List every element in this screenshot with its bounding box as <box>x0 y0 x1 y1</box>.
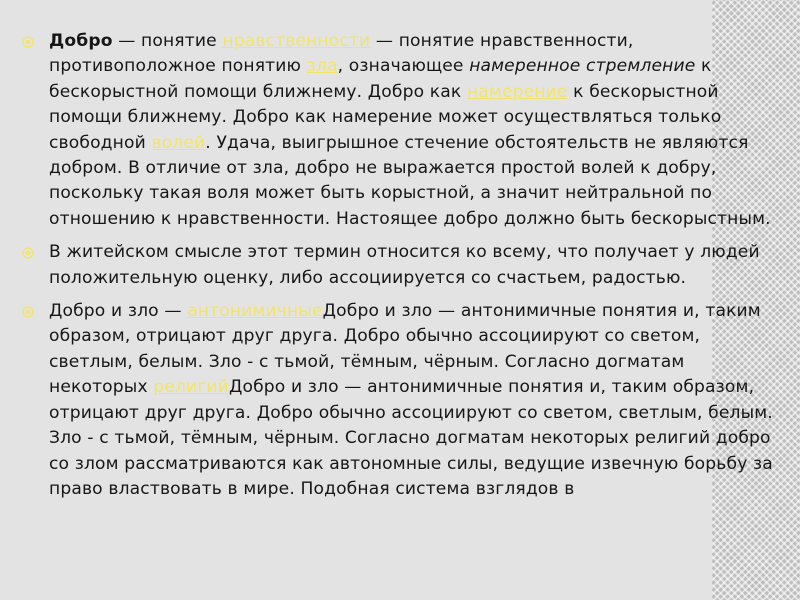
term-heading: Добро <box>49 31 113 51</box>
paragraph-text: В житейском смысле этот термин относится ко всему, что получает у людей положительную оценку, либо ассоциируется со счастьем, радостью. <box>49 242 760 288</box>
bullet-paragraph <box>22 240 782 291</box>
slide-content <box>22 29 782 510</box>
link-volya[interactable]: волей <box>151 132 206 153</box>
bullet-paragraph <box>22 299 782 502</box>
paragraph-text: к бескорыстной помощи ближнему. Добро как намерение может осуществляться только свободной <box>49 81 722 153</box>
paragraph-text: к бескорыстной помощи ближнему. Добро как <box>49 56 712 102</box>
circled-dot-bullet-icon <box>22 247 34 259</box>
circled-dot-bullet-icon <box>22 36 34 48</box>
paragraph-text: Добро и зло — <box>49 301 188 322</box>
bullet-paragraph <box>22 29 782 232</box>
paragraph-text: , означающее <box>337 56 470 77</box>
link-namerenie[interactable]: намерение <box>466 81 568 102</box>
link-zlo[interactable]: зла <box>306 56 338 77</box>
link-antonimichnye[interactable]: антонимичные <box>187 301 323 322</box>
link-religii[interactable]: религий <box>153 377 229 398</box>
paragraph-text: — понятие нравственности, противоположное понятию <box>49 31 634 77</box>
emphasized-text: намеренное стремление <box>469 56 696 77</box>
link-nravstvennost[interactable]: нравственности <box>222 31 371 51</box>
paragraph-text: — понятие <box>112 31 223 51</box>
paragraph-text: Добро и зло — антонимичные понятия и, таким образом, отрицают друг друга. Добро обычно ассоциируют со светом, светлым, белым. Зло - с тьмой, тёмным, чёрным. Согласно догматам некоторых <box>49 301 761 398</box>
paragraph-text: Добро и зло — антонимичные понятия и, таким образом, отрицают друг друга. Добро обычно ассоциируют со светом, светлым, белым. Зло - с тьмой, тёмным, чёрным. Согласно догматам некоторых религий добро со злом рассматриваются как автономные силы, ведущие извечную борьбу за право властвовать в мире. Подобная система взглядов в <box>49 377 773 499</box>
circled-dot-bullet-icon <box>22 306 34 318</box>
paragraph-text: . Удача, выигрышное стечение обстоятельств не являются добром. В отличие от зла, добро не выражается простой волей к добру, поскольку такая воля может быть корыстной, а значит нейтральной по отношению к нравственности. Настоящее добро должно быть бескорыстным. <box>49 132 771 229</box>
